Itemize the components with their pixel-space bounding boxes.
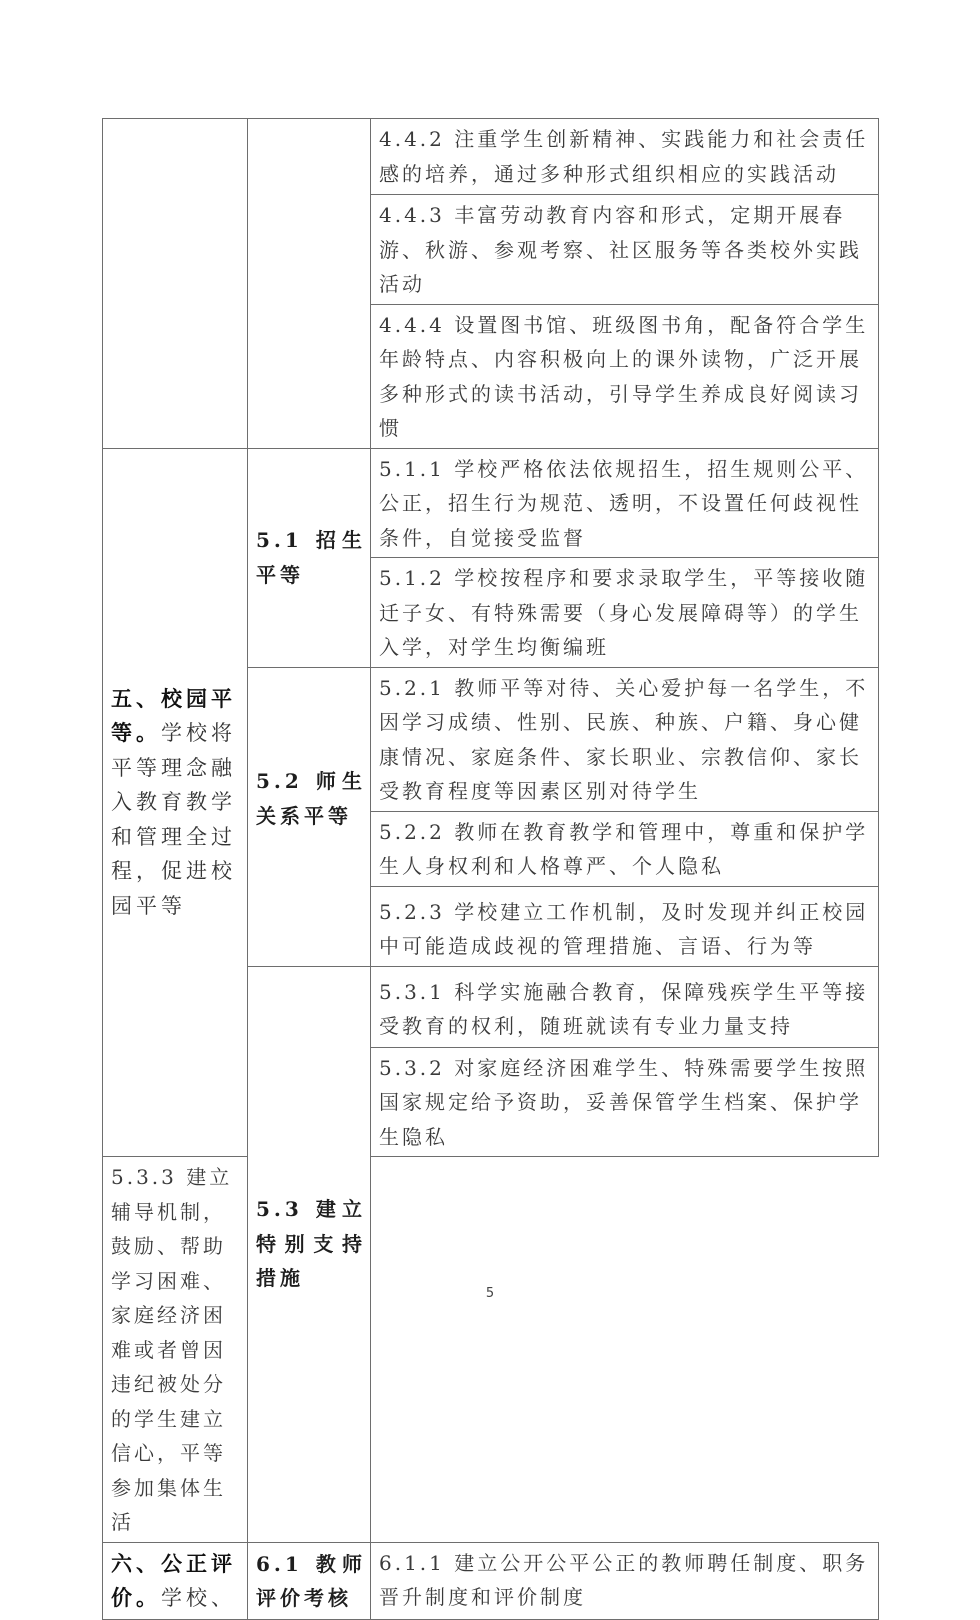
item-text: 4.4.3 丰富劳动教育内容和形式，定期开展春游、秋游、参观考察、社区服务等各类校外实践活动 [379, 203, 862, 296]
table-row [103, 1542, 879, 1619]
item-cell-5.1.1 [371, 448, 879, 558]
item-text: 5.2.3 学校建立工作机制，及时发现并纠正校园中可能造成歧视的管理措施、言语、行为等 [379, 899, 869, 958]
item-cell-4.4.2 [371, 119, 879, 195]
table-row [103, 1157, 879, 1543]
section4-subcategory-cell [248, 119, 371, 449]
standards-table [102, 118, 879, 1620]
table-row [103, 448, 879, 558]
subsection-5.2-cell [248, 667, 371, 966]
section6-description: 学校、 [161, 1586, 236, 1610]
subsection-5.3-cell [248, 966, 371, 1542]
item-text: 5.2.1 教师平等对待、关心爱护每一名学生，不因学习成绩、性别、民族、种族、户籍、身心健康情况、家庭条件、家长职业、宗教信仰、家长受教育程度等因素区别对待学生 [379, 675, 869, 803]
subsection-label: 6.1 教师评价考核 [256, 1551, 366, 1610]
item-cell-5.1.2 [371, 558, 879, 668]
section4-category-cell [103, 119, 248, 449]
section5-description: 学校将平等理念融入教育教学和管理全过程，促进校园平等 [111, 721, 236, 918]
item-text: 5.3.1 科学实施融合教育，保障残疾学生平等接受教育的权利，随班就读有专业力量支持 [379, 979, 869, 1038]
item-text: 4.4.4 设置图书馆、班级图书角，配备符合学生年龄特点、内容积极向上的课外读物，广泛开展多种形式的读书活动，引导学生养成良好阅读习惯 [379, 312, 869, 440]
item-cell-5.3.3 [103, 1157, 248, 1543]
item-text: 5.3.3 建立辅导机制，鼓励、帮助学习困难、家庭经济困难或者曾因违纪被处分的学生建立信心，平等参加集体生活 [111, 1165, 233, 1534]
subsection-label: 5.2 师生关系平等 [256, 769, 366, 828]
subsection-5.1-cell [248, 448, 371, 667]
item-cell-5.3.1 [371, 966, 879, 1047]
item-cell-6.1.1 [371, 1542, 879, 1619]
table-row [103, 119, 879, 195]
section6-heading: 六、公正评价。 [111, 1550, 236, 1610]
item-text: 6.1.1 建立公开公平公正的教师聘任制度、职务晋升制度和评价制度 [379, 1550, 869, 1609]
subsection-6.1-cell [248, 1542, 371, 1619]
item-cell-4.4.4 [371, 304, 879, 448]
item-cell-4.4.3 [371, 195, 879, 305]
section5-heading: 五、校园平等。 [111, 685, 236, 745]
item-cell-5.2.1 [371, 667, 879, 811]
item-text: 5.2.2 教师在教育教学和管理中，尊重和保护学生人身权利和人格尊严、个人隐私 [379, 819, 869, 878]
item-cell-5.3.2 [371, 1047, 879, 1157]
item-cell-5.2.3 [371, 886, 879, 966]
section6-category-cell [103, 1542, 248, 1619]
item-text: 5.1.1 学校严格依法依规招生，招生规则公平、公正，招生行为规范、透明，不设置任何歧视性条件，自觉接受监督 [379, 456, 869, 550]
item-text: 4.4.2 注重学生创新精神、实践能力和社会责任感的培养，通过多种形式组织相应的实践活动 [379, 127, 869, 186]
page-number: 5 [485, 1286, 495, 1301]
section5-category-cell [103, 448, 248, 1157]
subsection-label: 5.1 招生平等 [256, 528, 366, 587]
subsection-label: 5.3 建立特别支持措施 [256, 1197, 366, 1291]
item-text: 5.1.2 学校按程序和要求录取学生，平等接收随迁子女、有特殊需要（身心发展障碍等）的学生入学，对学生均衡编班 [379, 566, 869, 659]
item-text: 5.3.2 对家庭经济困难学生、特殊需要学生按照国家规定给予资助，妥善保管学生档案、保护学生隐私 [379, 1055, 869, 1149]
item-cell-5.2.2 [371, 811, 879, 886]
